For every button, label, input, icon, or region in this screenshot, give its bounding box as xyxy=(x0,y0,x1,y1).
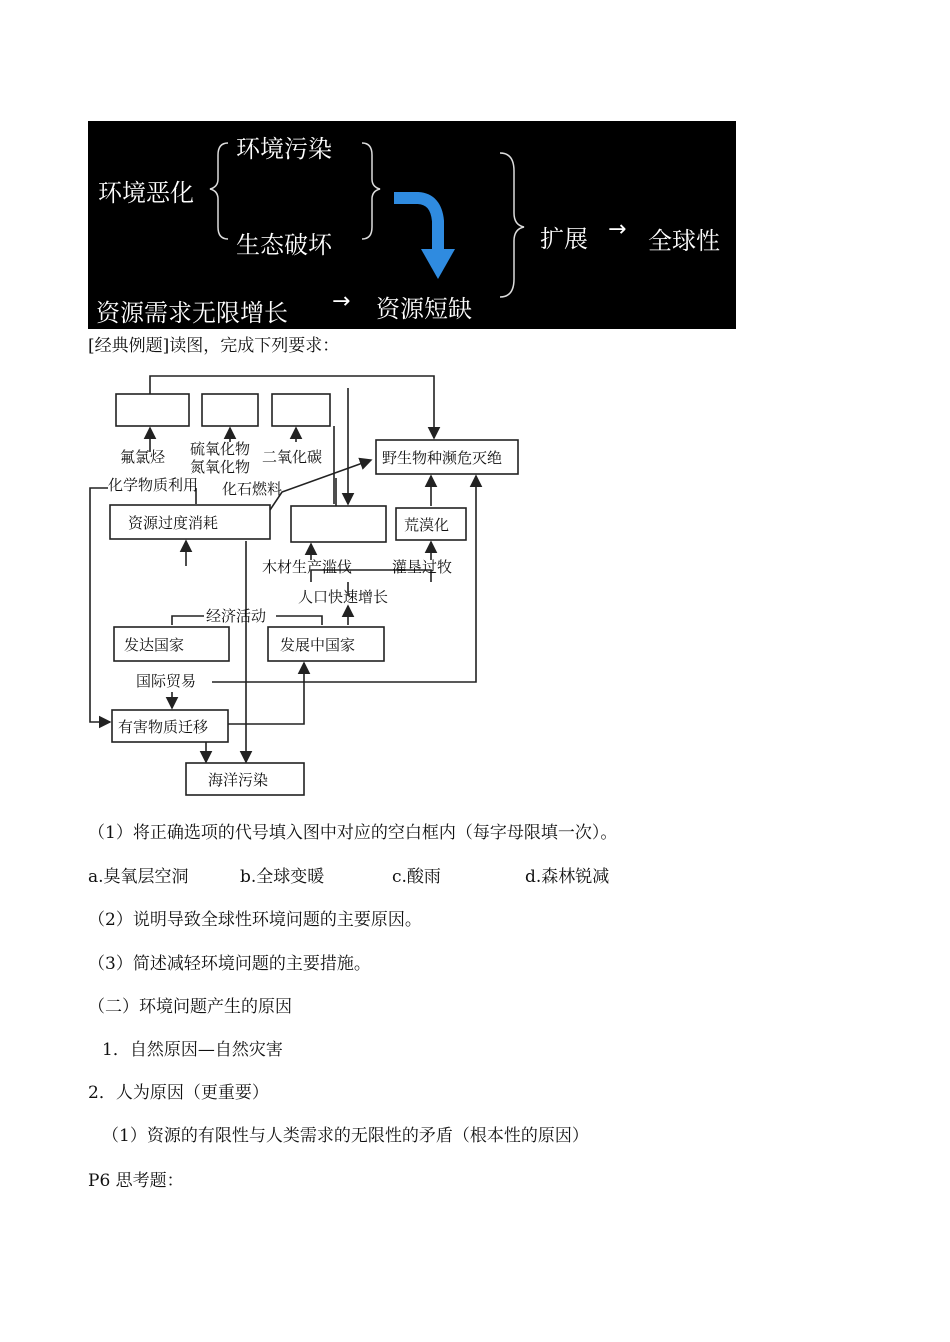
nitrogen-label: 氮氧化物 xyxy=(190,458,251,476)
question-2: （2）说明导致全球性环境问题的主要原因。 xyxy=(88,910,422,930)
env-deterioration-label: 环境恶化 xyxy=(98,179,194,207)
top-loop-line xyxy=(150,376,434,438)
summary-figure xyxy=(88,121,736,329)
harmful-label: 有害物质迁移 xyxy=(118,718,209,736)
eco-destruction-label: 生态破坏 xyxy=(236,231,332,259)
blank-box-1 xyxy=(116,394,189,426)
cfc-label: 氟氯烃 xyxy=(120,448,166,466)
demand-arrow-icon: → xyxy=(332,289,351,314)
blank-box-3 xyxy=(272,394,330,426)
fossil-fuel-label: 化石燃料 xyxy=(222,480,283,498)
option-b: b.全球变暖 xyxy=(240,867,325,887)
logging-label: 木材生产滥伐 xyxy=(262,558,353,576)
env-pollution-label: 环境污染 xyxy=(236,135,332,163)
flow-diagram-graphics xyxy=(86,370,526,800)
blue-arrowhead-icon xyxy=(421,249,455,279)
global-label: 全球性 xyxy=(648,227,720,255)
question-1: （1）将正确选项的代号填入图中对应的空白框内（每字母限填一次）。 xyxy=(88,823,618,843)
question-3: （3）简述减轻环境问题的主要措施。 xyxy=(88,954,371,974)
chem-use-label: 化学物质利用 xyxy=(108,476,199,494)
desertification-label: 荒漠化 xyxy=(404,516,450,534)
example-heading: [经典例题]读图，完成下列要求： xyxy=(88,336,340,356)
developing-label: 发展中国家 xyxy=(280,636,356,654)
option-d: d.森林锐减 xyxy=(525,867,610,887)
section-item-1: 1．自然原因—自然灾害 xyxy=(102,1040,283,1060)
trade-label: 国际贸易 xyxy=(136,672,197,690)
resource-overuse-label: 资源过度消耗 xyxy=(128,514,219,532)
wildlife-label: 野生物种濒危灭绝 xyxy=(382,449,503,467)
resource-shortage-label: 资源短缺 xyxy=(376,295,472,323)
section-heading: （二）环境问题产生的原因 xyxy=(88,997,292,1017)
section-subitem-1: （1）资源的有限性与人类需求的无限性的矛盾（根本性的原因） xyxy=(102,1126,589,1146)
option-a: a.臭氧层空洞 xyxy=(88,867,189,887)
blank-box-2 xyxy=(202,394,258,426)
p6-heading: P6 思考题： xyxy=(88,1171,184,1191)
ocean-label: 海洋污染 xyxy=(208,771,269,789)
expand-label: 扩展 xyxy=(540,225,588,253)
economic-label: 经济活动 xyxy=(206,607,267,625)
section-item-2: 2．人为原因（更重要） xyxy=(88,1083,269,1103)
sulfur-label: 硫氧化物 xyxy=(190,440,251,458)
blue-arrow-icon xyxy=(394,198,438,249)
resource-demand-label: 资源需求无限增长 xyxy=(96,299,288,327)
expand-arrow-icon: → xyxy=(608,217,627,242)
blank-box-4 xyxy=(291,506,386,542)
co2-label: 二氧化碳 xyxy=(262,448,323,466)
overgrazing-label: 灌垦过牧 xyxy=(392,558,453,576)
pop-growth-label: 人口快速增长 xyxy=(298,588,389,606)
right-brace xyxy=(500,153,524,297)
option-c: c.酸雨 xyxy=(392,867,441,887)
middle-brace xyxy=(362,143,380,239)
developed-label: 发达国家 xyxy=(124,636,185,654)
left-brace xyxy=(210,143,228,239)
environment-flow-diagram xyxy=(86,370,526,800)
